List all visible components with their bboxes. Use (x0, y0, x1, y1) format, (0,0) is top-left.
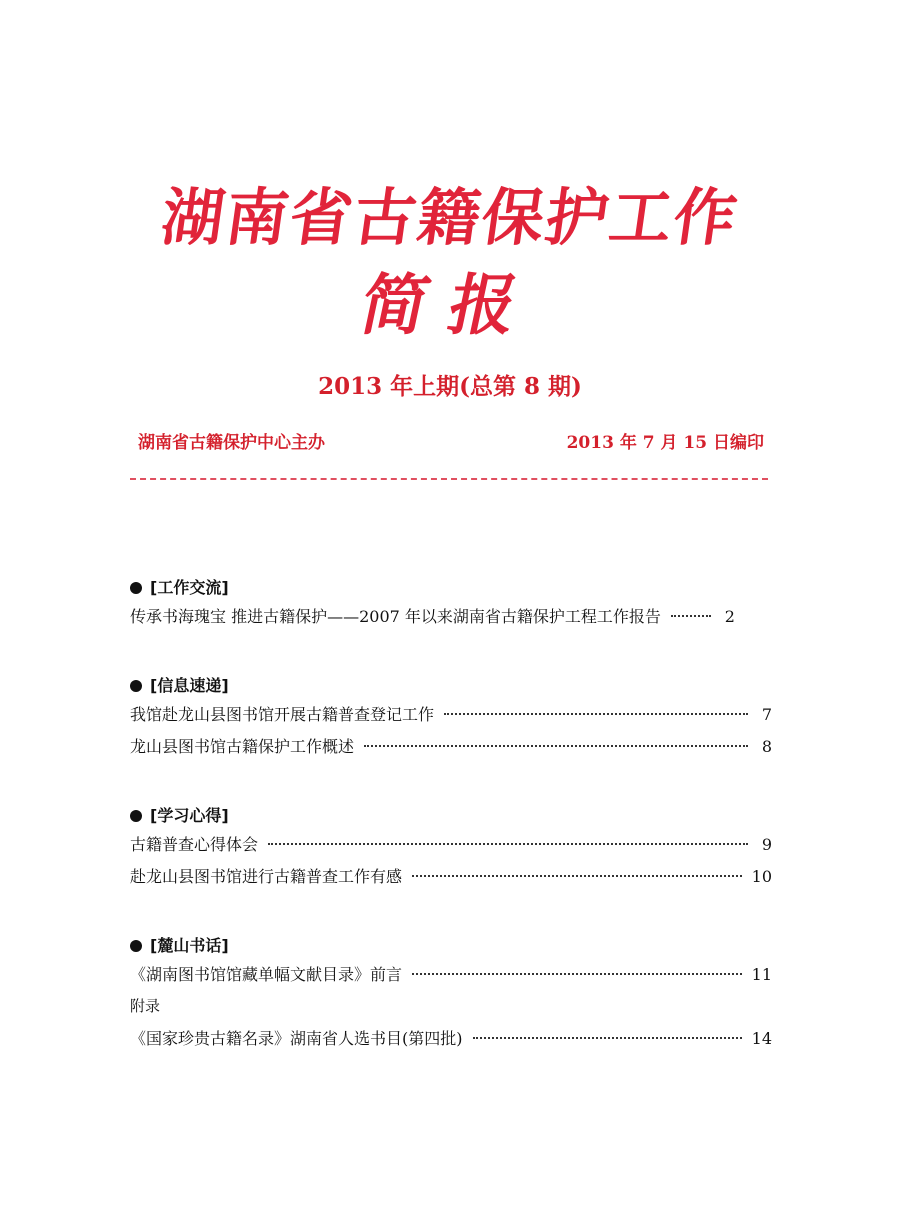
dot-leader (444, 713, 748, 715)
section-heading: [学习心得] (130, 803, 772, 829)
toc-entry-title: 赴龙山县图书馆进行古籍普查工作有感 (130, 867, 403, 886)
appendix-label: 附录 (130, 997, 161, 1015)
dot-leader (412, 875, 742, 877)
section-heading: [信息速递] (130, 673, 772, 699)
table-of-contents (130, 575, 772, 1095)
toc-entry[interactable] (130, 731, 772, 763)
toc-entry-page: 7 (761, 705, 772, 724)
toc-entry[interactable] (130, 699, 772, 731)
dot-leader (473, 1037, 742, 1039)
toc-entry[interactable] (130, 601, 772, 633)
toc-entry-title: 传承书海瑰宝 推进古籍保护——2007 年以来湖南省古籍保护工程工作报告 (130, 607, 661, 626)
dot-leader (364, 745, 748, 747)
toc-entry-title: 龙山县图书馆古籍保护工作概述 (130, 737, 355, 756)
bullet-icon (130, 810, 142, 822)
toc-entry-title: 古籍普查心得体会 (130, 835, 259, 854)
toc-section-news (130, 673, 772, 763)
toc-section-learning (130, 803, 772, 893)
print-date: 2013 年 7 月 15 日编印 (566, 433, 764, 453)
toc-section-work-exchange (130, 575, 772, 633)
dot-leader (412, 973, 742, 975)
toc-entry-page: 10 (751, 867, 772, 886)
host-organization: 湖南省古籍保护中心主办 (138, 433, 325, 453)
bullet-icon (130, 680, 142, 692)
toc-entry-page: 8 (761, 737, 772, 756)
toc-entry-page: 14 (751, 1029, 772, 1048)
toc-entry-title: 我馆赴龙山县图书馆开展古籍普查登记工作 (130, 705, 435, 724)
dot-leader (268, 843, 748, 845)
publication-subtitle: 简报 (353, 267, 547, 344)
toc-entry-title: 《湖南图书馆馆藏单幅文献目录》前言 (130, 965, 403, 984)
toc-entry[interactable] (130, 829, 772, 861)
issue-number: 2013 年上期(总第 8 期) (318, 373, 582, 400)
section-heading: [工作交流] (130, 575, 772, 601)
header-divider (130, 478, 768, 480)
toc-entry[interactable] (130, 1023, 772, 1055)
toc-entry-title: 《国家珍贵古籍名录》湖南省人选书目(第四批) (130, 1029, 463, 1048)
toc-entry-page: 11 (751, 965, 772, 984)
bullet-icon (130, 940, 142, 952)
toc-entry[interactable] (130, 959, 772, 991)
toc-entry-page: 2 (724, 607, 735, 626)
toc-entry[interactable] (130, 861, 772, 893)
toc-section-lushan-book-talk (130, 933, 772, 1055)
toc-entry-page: 9 (761, 835, 772, 854)
section-heading: [麓山书话] (130, 933, 772, 959)
publication-title: 湖南省古籍保护工作 (156, 181, 744, 254)
bullet-icon (130, 582, 142, 594)
dot-leader (671, 615, 711, 617)
